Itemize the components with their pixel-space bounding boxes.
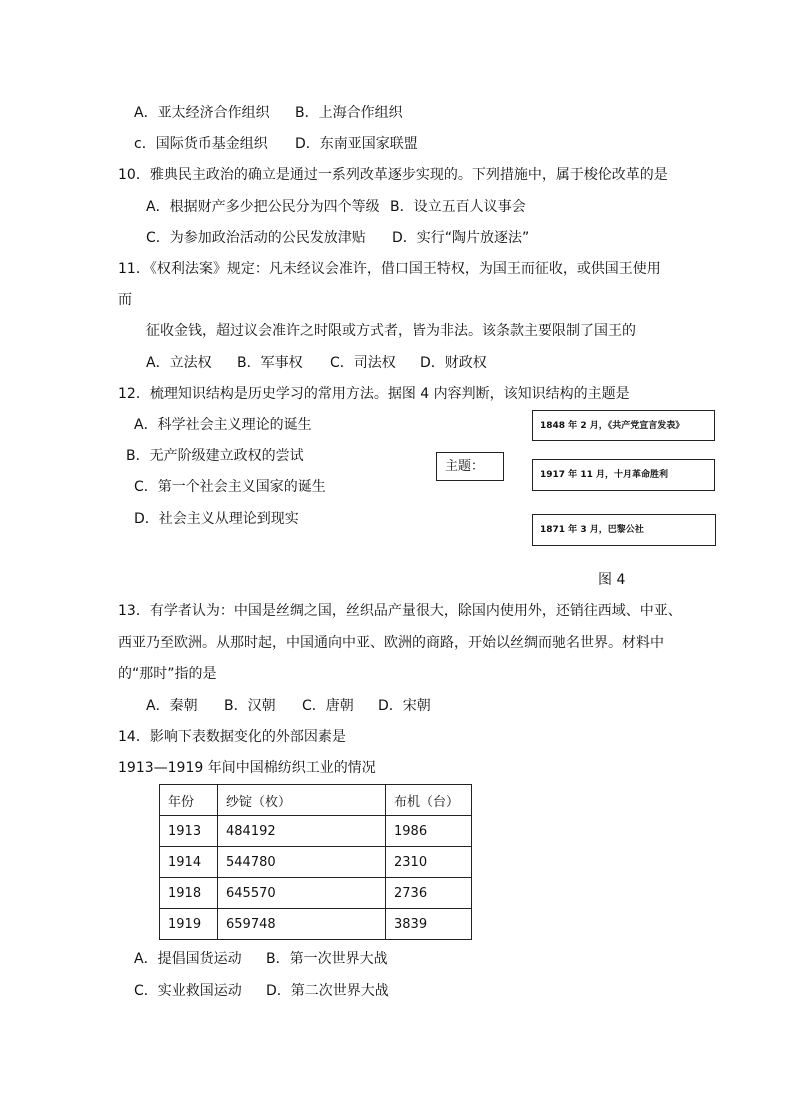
q12-option-d: D．社会主义从理论到现实 xyxy=(134,511,299,527)
q12-option-a: A．科学社会主义理论的诞生 xyxy=(134,417,312,433)
q11-option-a: A．立法权 xyxy=(146,355,212,371)
q11-option-d: D．财政权 xyxy=(420,355,487,371)
timeline-text-1848: 1848 年 2 月，《共产党宣言发表》 xyxy=(540,421,685,431)
q10-stem: 10．雅典民主政治的确立是通过一系列改革逐步实现的。下列措施中，属于梭伦改革的是 xyxy=(118,167,668,183)
table-cell: 2736 xyxy=(386,878,472,909)
q12-option-b: B．无产阶级建立政权的尝试 xyxy=(126,448,304,464)
q11-stem-line2: 而 xyxy=(118,292,132,308)
q14-option-c: C．实业救国运动 xyxy=(134,983,242,999)
table-header-cell: 纱锭（枚） xyxy=(218,785,386,816)
table-row xyxy=(160,816,472,847)
table-cell: 1914 xyxy=(160,847,218,878)
table-cell: 1918 xyxy=(160,878,218,909)
table-cell: 1913 xyxy=(160,816,218,847)
q12-option-c: C．第一个社会主义国家的诞生 xyxy=(134,479,326,495)
timeline-text-1917: 1917 年 11 月，十月革命胜利 xyxy=(540,470,668,480)
q13-stem-line2: 西亚乃至欧洲。从那时起，中国通向中亚、欧洲的商路，开始以丝绸而驰名世界。材料中 xyxy=(118,635,664,651)
q13-stem-line1: 13．有学者认为：中国是丝绸之国，丝织品产量很大，除国内使用外，还销往西域、中亚、 xyxy=(118,603,682,619)
q14-table-title: 1913—1919 年间中国棉纺织工业的情况 xyxy=(118,760,376,776)
q11-stem-line1: 11．《权利法案》规定：凡未经议会准许，借口国王特权，为国王而征收，或供国王使用 xyxy=(118,261,661,277)
table-header-cell: 年份 xyxy=(160,785,218,816)
cotton-industry-table xyxy=(159,784,472,940)
q9-option-b: B．上海合作组织 xyxy=(295,105,403,121)
q9-option-a: A．亚太经济合作组织 xyxy=(134,105,270,121)
q11-option-b: B．军事权 xyxy=(237,355,303,371)
timeline-box-1848 xyxy=(532,410,715,441)
q13-option-c: C．唐朝 xyxy=(302,698,354,714)
q10-option-d: D．实行“陶片放逐法” xyxy=(392,230,530,246)
table-cell: 484192 xyxy=(218,816,386,847)
timeline-box-1871 xyxy=(532,514,716,546)
table-cell: 659748 xyxy=(218,909,386,940)
timeline-text-1871: 1871 年 3 月，巴黎公社 xyxy=(540,525,644,535)
table-cell: 2310 xyxy=(386,847,472,878)
q11-option-c: C．司法权 xyxy=(330,355,396,371)
table-cell: 1919 xyxy=(160,909,218,940)
q11-stem-line3: 征收金钱，超过议会准许之时限或方式者，皆为非法。该条款主要限制了国王的 xyxy=(146,323,636,339)
table-row xyxy=(160,847,472,878)
timeline-box-1917 xyxy=(532,459,715,491)
q14-option-b: B．第一次世界大战 xyxy=(266,951,388,967)
q14-stem: 14．影响下表数据变化的外部因素是 xyxy=(118,729,346,745)
table-row xyxy=(160,909,472,940)
q14-option-a: A．提倡国货运动 xyxy=(134,951,242,967)
q13-stem-line3: 的“那时”指的是 xyxy=(118,666,217,682)
q13-option-b: B．汉朝 xyxy=(224,698,276,714)
table-row xyxy=(160,878,472,909)
table-cell: 1986 xyxy=(386,816,472,847)
table-header-row xyxy=(160,785,472,816)
figure-caption: 图 4 xyxy=(598,572,626,588)
q13-option-a: A．秦朝 xyxy=(146,698,198,714)
table-cell: 645570 xyxy=(218,878,386,909)
q13-option-d: D．宋朝 xyxy=(378,698,431,714)
theme-label: 主题： xyxy=(445,459,485,474)
q10-option-b: B．设立五百人议事会 xyxy=(390,199,526,215)
q10-option-a: A．根据财产多少把公民分为四个等级 xyxy=(146,199,380,215)
q12-stem: 12．梳理知识结构是历史学习的常用方法。据图 4 内容判断，该知识结构的主题是 xyxy=(118,386,630,402)
q9-option-d: D．东南亚国家联盟 xyxy=(295,136,418,152)
table-header-cell: 布机（台） xyxy=(386,785,472,816)
q9-option-c: c．国际货币基金组织 xyxy=(134,136,268,152)
table-cell: 3839 xyxy=(386,909,472,940)
q14-option-d: D．第二次世界大战 xyxy=(266,983,389,999)
q10-option-c: C．为参加政治活动的公民发放津贴 xyxy=(146,230,366,246)
table-cell: 544780 xyxy=(218,847,386,878)
theme-box xyxy=(436,452,504,481)
